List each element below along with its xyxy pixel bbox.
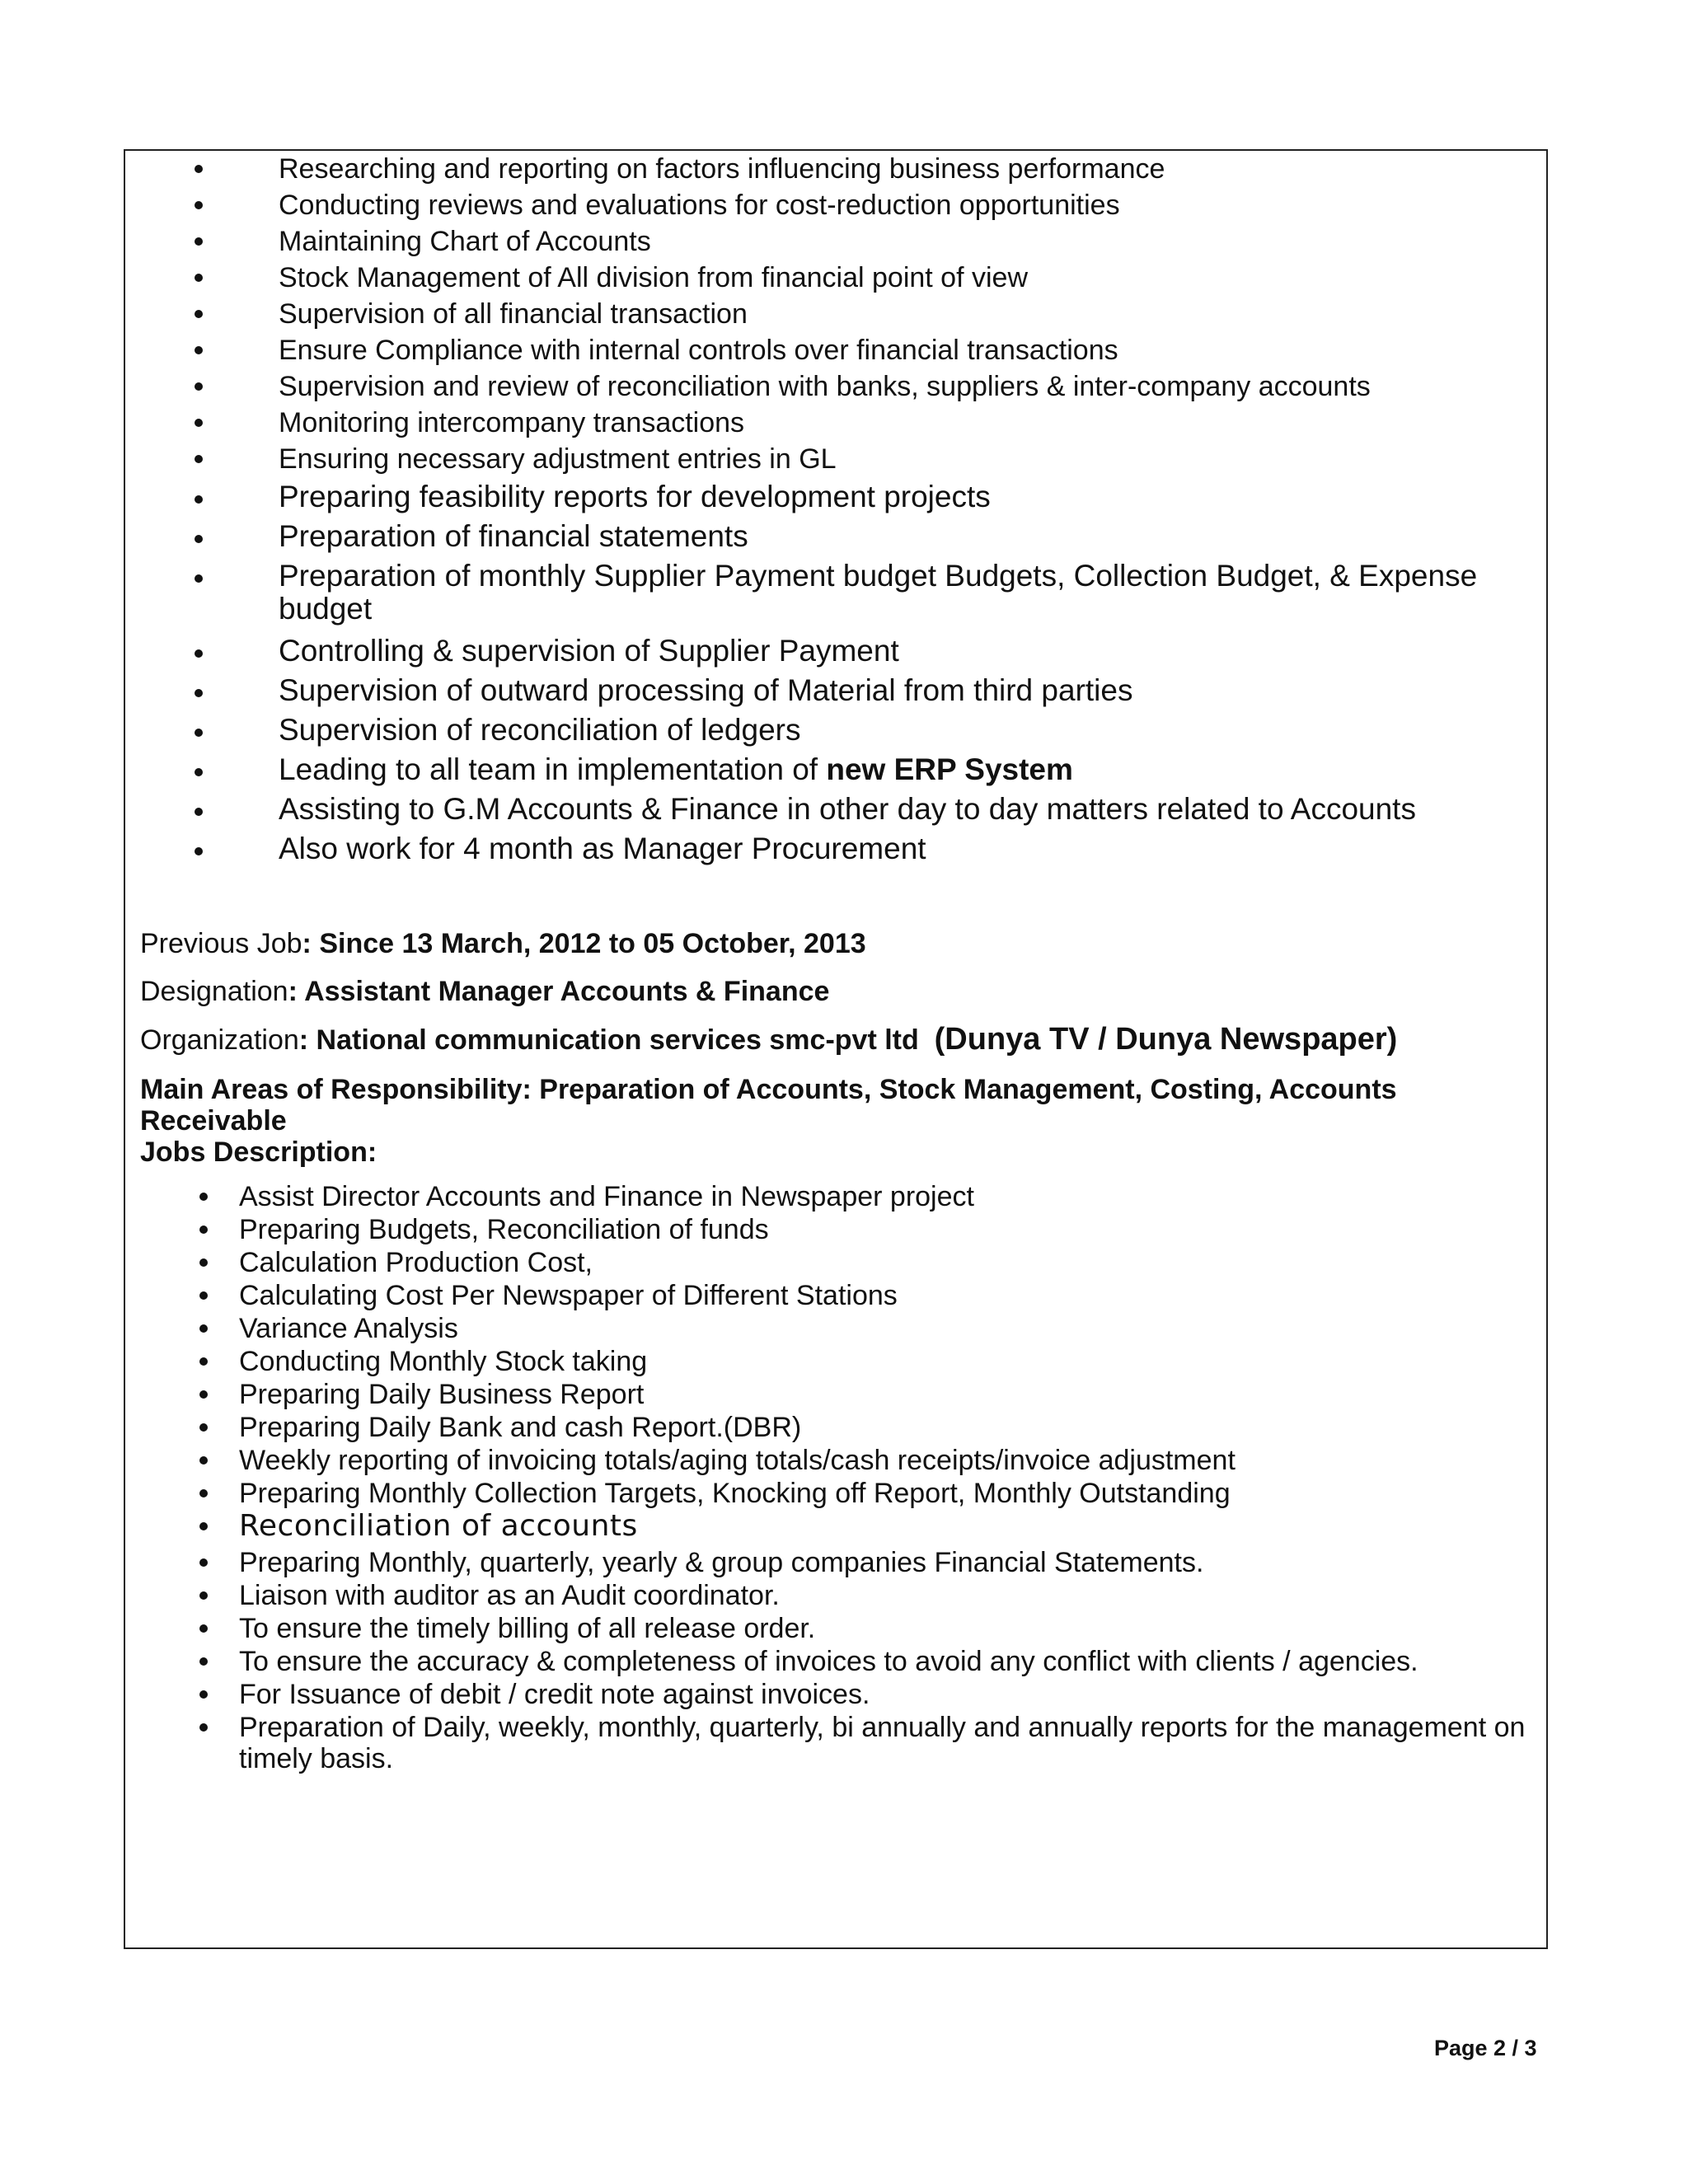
bullet-icon	[195, 346, 203, 354]
bullet-icon	[199, 1357, 208, 1366]
bullet-icon	[195, 419, 203, 427]
bullet-icon	[195, 274, 203, 282]
bullet-icon	[195, 847, 203, 855]
organization-line: Organization: National communication services smc-pvt ltd (Dunya TV / Dunya Newspaper)	[140, 1022, 1398, 1057]
bullet-icon	[199, 1489, 208, 1497]
bullet-icon	[195, 237, 203, 246]
bullet-icon	[195, 689, 203, 697]
designation-line: Designation: Assistant Manager Accounts & Finance	[140, 976, 830, 1007]
bullet-icon	[195, 201, 203, 209]
bullet-icon	[199, 1723, 208, 1732]
bullet-icon	[195, 808, 203, 816]
bullet-icon	[199, 1258, 208, 1267]
bullet-icon	[195, 535, 203, 543]
bullet-icon	[195, 382, 203, 391]
bullet-icon	[195, 768, 203, 776]
previous-job-line: Previous Job: Since 13 March, 2012 to 05 October, 2013	[140, 928, 866, 959]
bullet-icon	[199, 1558, 208, 1567]
bullet-icon	[199, 1456, 208, 1465]
bullet-icon	[199, 1291, 208, 1300]
erp-system-bold: new ERP System	[826, 752, 1073, 786]
bullet-icon	[199, 1657, 208, 1666]
bullet-icon	[195, 574, 203, 583]
erp-lead-text: Leading to all team in implementation of	[279, 752, 818, 786]
bullet-icon	[199, 1423, 208, 1432]
bullet-icon	[199, 1193, 208, 1201]
bullet-icon	[199, 1624, 208, 1633]
bullet-icon	[195, 729, 203, 737]
page-number: Page 2 / 3	[1434, 2036, 1537, 2060]
bullet-icon	[199, 1226, 208, 1234]
bullet-icon	[195, 649, 203, 658]
bullet-icon	[199, 1690, 208, 1699]
bullet-icon	[199, 1522, 208, 1530]
jobs-description-heading: Jobs Description:	[140, 1137, 377, 1168]
bullet-icon	[199, 1591, 208, 1600]
bullet-icon	[199, 1390, 208, 1399]
content-frame: Researching and reporting on factors influencing business performance Conducting reviews and evaluations for cost-reduction opportunities Maintaining Chart of Accounts Stock Management of All division from financial point of view Supervision of all financial transaction Ensure Compliance with internal controls over financial transactions Supervision and review of reconciliation with banks, suppliers & inter-company accounts Monitoring intercompany transactions Ensuring necessary adjustment entries in GL Preparing feasibility reports for development projects Preparation of financial statements Preparation of monthly Supplier Payment budget Budgets, Collection Budget, & Expense budget Controlling & supervision of Supplier Payment Supervision of outward processing of Material from third parties Supervision of reconciliation of ledgers Leading to all team in implementation of new ERP System Assisting to G.M Accounts & Finance in other day to day matters related to Accounts Also work for 4 month as Manager Procurement Previous Job: Since 13 March, 2012 to 05 October, 2013 Designation: Assistant Manager Accounts & Finance Organization: National communication services smc-pvt ltd (Dunya TV / Dunya Newspaper) Main Areas of Responsibility: Preparation of Accounts, Stock Management, Costing, Accounts Receivable Jobs Description: Assist Director Accounts and Finance in Newspaper project Preparing Budgets, Reconciliation of funds Calculation Production Cost, Calculating Cost Per Newspaper of Different Stations Variance Analysis Conducting Monthly Stock taking Preparing Daily Business Report Preparing Daily Bank and cash Report.(DBR) Weekly reporting of invoicing totals/aging totals/cash receipts/invoice adjustment Preparing Monthly Collection Targets, Knocking off Report, Monthly Outstanding Reconciliation of accounts Preparing Monthly, quarterly, yearly & group companies Financial Statements. Liaison with auditor as an Audit coordinator. To ensure the timely billing of all release order. To ensure the accuracy & completeness of invoices to avoid any conflict with clients / agencies. For Issuance of debit / credit note against invoices. Preparation of Daily, weekly, monthly, quarterly, bi annually and annually reports for the management on timely basis.	[124, 149, 1548, 1949]
bullet-icon	[195, 455, 203, 463]
bullet-icon	[195, 495, 203, 504]
bullet-icon	[199, 1324, 208, 1333]
main-areas-heading: Main Areas of Responsibility: Preparation of Accounts, Stock Management, Costing, Accounts Receivable	[140, 1074, 1397, 1137]
bullet-icon	[195, 165, 203, 173]
bullet-icon	[195, 310, 203, 318]
